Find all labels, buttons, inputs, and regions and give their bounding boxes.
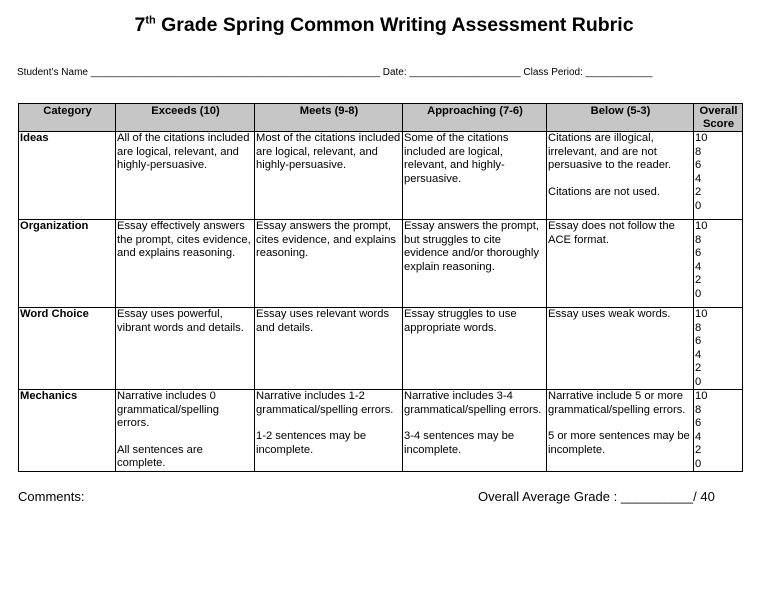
score-option[interactable]: 2 [695,362,702,374]
header-category: Category [19,104,116,132]
rubric-row-organization [19,220,743,308]
score-option[interactable]: 6 [695,247,702,259]
rubric-table [18,103,743,472]
score-option[interactable]: 2 [695,444,702,456]
below-text: Citations are illogical, irrelevant, and are not persuasive to the reader. [548,132,672,171]
score-option[interactable]: 8 [695,233,702,246]
below-cell [547,220,694,308]
meets-text: 1-2 sentences may be incomplete. [256,430,367,456]
exceeds-text: All of the citations included are logical, relevant, and highly-persuasive. [117,132,250,171]
category-cell: Word Choice [19,308,116,390]
exceeds-text: Narrative includes 0 grammatical/spelling errors. [117,390,219,429]
score-option[interactable]: 0 [695,375,702,388]
score-options-cell[interactable] [694,220,743,308]
score-options-cell[interactable] [694,390,743,472]
comments-label: Comments: [18,489,85,504]
score-option[interactable]: 6 [695,417,702,429]
rubric-row-ideas [19,132,743,220]
page-title [0,14,768,37]
overall-average-grade[interactable]: Overall Average Grade : __________/ 40 [478,489,715,504]
meets-cell [255,390,403,472]
exceeds-cell [116,220,255,308]
meets-text: Essay uses relevant words and details. [256,308,390,334]
meets-cell [255,132,403,220]
score-option[interactable]: 10 [695,390,708,402]
meets-text: Narrative includes 1-2 grammatical/spelling errors. [256,390,394,416]
below-text: Citations are not used. [548,185,660,198]
meets-cell [255,308,403,390]
approaching-cell [403,132,547,220]
exceeds-cell [116,308,255,390]
score-option[interactable]: 6 [695,159,702,171]
approaching-cell [403,220,547,308]
student-info-line[interactable]: Student’s Name ____________________________________________________ Date: ____________________ Class Period: ____________ [17,67,653,78]
header-approaching: Approaching (7-6) [403,104,547,132]
score-option[interactable]: 0 [695,457,702,470]
score-option[interactable]: 4 [695,348,702,361]
exceeds-cell [116,132,255,220]
rubric-row-mechanics [19,390,743,472]
score-option[interactable]: 10 [695,308,708,320]
score-option[interactable]: 10 [695,220,708,232]
approaching-text: Essay struggles to use appropriate words. [404,308,517,334]
header-meets: Meets (9-8) [255,104,403,132]
score-option[interactable]: 2 [695,186,702,198]
approaching-cell [403,308,547,390]
title-ordinal-suffix: th [145,14,156,27]
score-option[interactable]: 8 [695,321,702,334]
below-text: Essay uses weak words. [548,308,671,320]
approaching-text: Narrative includes 3-4 grammatical/spelling errors. [404,390,542,416]
below-cell [547,390,694,472]
category-cell: Ideas [19,132,116,220]
header-overall-score: Overall Score [694,104,743,132]
score-option[interactable]: 8 [695,145,702,158]
score-options-cell[interactable] [694,132,743,220]
exceeds-cell [116,390,255,472]
header-exceeds: Exceeds (10) [116,104,255,132]
category-cell: Mechanics [19,390,116,472]
exceeds-text: All sentences are complete. [117,443,203,469]
exceeds-text: Essay uses powerful, vibrant words and details. [117,308,244,334]
below-text: Narrative include 5 or more grammatical/spelling errors. [548,390,686,416]
score-option[interactable]: 4 [695,172,702,185]
category-cell: Organization [19,220,116,308]
score-option[interactable]: 2 [695,274,702,286]
meets-text: Essay answers the prompt, cites evidence, and explains reasoning. [256,220,396,259]
approaching-text: Some of the citations included are logical, relevant, and highly-persuasive. [404,132,509,185]
score-option[interactable]: 10 [695,132,708,144]
score-option[interactable]: 4 [695,260,702,273]
header-below: Below (5-3) [547,104,694,132]
title-text: Grade Spring Common Writing Assessment Rubric [161,14,634,36]
score-option[interactable]: 6 [695,335,702,347]
below-cell [547,132,694,220]
score-option[interactable]: 8 [695,403,702,416]
score-option[interactable]: 0 [695,199,702,212]
below-text: 5 or more sentences may be incomplete. [548,430,690,456]
below-cell [547,308,694,390]
approaching-text: 3-4 sentences may be incomplete. [404,430,515,456]
score-option[interactable]: 4 [695,430,702,443]
header-row [19,104,743,132]
meets-cell [255,220,403,308]
exceeds-text: Essay effectively answers the prompt, cites evidence, and explains reasoning. [117,220,251,259]
score-options-cell[interactable] [694,308,743,390]
title-ordinal: 7 [134,14,146,36]
below-text: Essay does not follow the ACE format. [548,220,675,246]
score-option[interactable]: 0 [695,287,702,300]
approaching-cell [403,390,547,472]
rubric-row-word-choice [19,308,743,390]
meets-text: Most of the citations included are logical, relevant, and highly-persuasive. [256,132,401,171]
approaching-text: Essay answers the prompt, but struggles to cite evidence and/or thoroughly explain reasoning. [404,220,539,273]
